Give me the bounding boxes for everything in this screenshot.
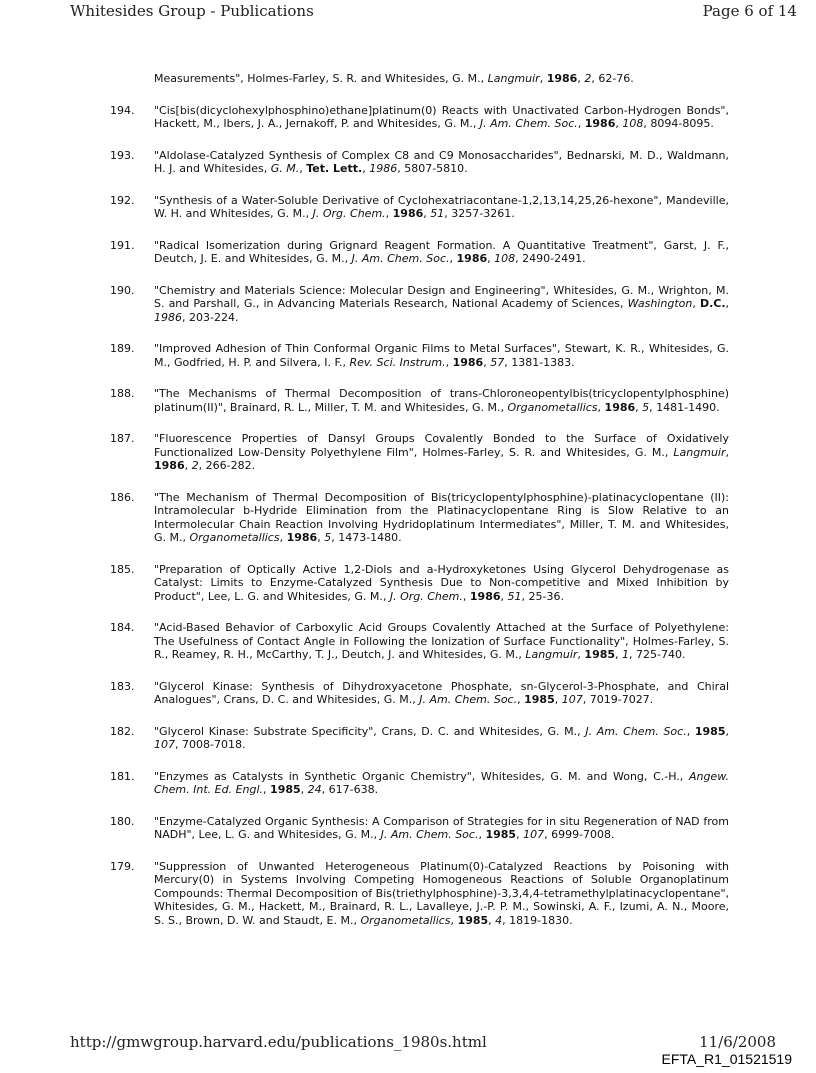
entry-citation: "Suppression of Unwanted Heterogeneous Platinum(0)-Catalyzed Reactions by Poisoning with Mercury(0) in Systems Involving Competing Homogeneous Reactions of Soluble Organoplatinum Compounds: Thermal Decomposition of Bis(triethylphosphine)-3,3,4,4-tetramethylplatinacyclopentane", Whitesides, G. M., Hackett, M., Brainard, R. L., Lavalleye, J.-P. P. M., Sowinski, A. F., Izumi, A. N., Moore, S. S., Brown, D. W. and Staudt, E. M., Organometallics, 1985, 4, 1819-1830. xyxy=(154,859,729,927)
publication-entry xyxy=(110,103,729,131)
document-id: EFTA_R1_01521519 xyxy=(661,1051,792,1067)
entry-citation: "Radical Isomerization during Grignard Reagent Formation. A Quantitative Treatment", Garst, J. F., Deutch, J. E. and Whitesides, G. M., J. Am. Chem. Soc., 1986, 108, 2490-2491. xyxy=(154,238,729,265)
entry-number: 188. xyxy=(110,387,135,400)
entry-number: 184. xyxy=(110,621,135,634)
publication-entry xyxy=(110,283,729,325)
footer-url: http://gmwgroup.harvard.edu/publications_1980s.html xyxy=(70,1033,487,1051)
entry-citation: "Glycerol Kinase: Substrate Specificity", Crans, D. C. and Whitesides, G. M., J. Am. Chem. Soc., 1985, 107, 7008-7018. xyxy=(154,724,729,751)
publication-entry xyxy=(110,621,729,662)
entry-number: 183. xyxy=(110,679,135,693)
entry-number: 187. xyxy=(110,432,135,445)
entry-citation: "Synthesis of a Water-Soluble Derivative of Cyclohexatriacontane-1,2,13,14,25,26-hexone", Mandeville, W. H. and Whitesides, G. M., J. Org. Chem., 1986, 51, 3257-3261. xyxy=(154,193,729,220)
entry-number: 193. xyxy=(110,148,135,162)
entry-citation: "The Mechanisms of Thermal Decomposition of trans-Chloroneopentylbis(tricyclopentylphosphine) platinum(II)", Brainard, R. L., Miller, T. M. and Whitesides, G. M., Organometallics, 1986, 5, 1481-1490. xyxy=(154,387,729,414)
entry-citation: "Preparation of Optically Active 1,2-Diols and a-Hydroxyketones Using Glycerol Dehydrogenase as Catalyst: Limits to Enzyme-Catalyzed Synthesis Due to Non-competitive and Mixed Inhibition by Product", Lee, L. G. and Whitesides, G. M., J. Org. Chem., 1986, 51, 25-36. xyxy=(154,562,729,603)
publication-entry xyxy=(110,490,729,545)
entry-citation: "Acid-Based Behavior of Carboxylic Acid Groups Covalently Attached at the Surface of Polyethylene: The Usefulness of Contact Angle in Following the Ionization of Surface Functionality", Holmes-Farley, S. R., Reamey, R. H., McCarthy, T. J., Deutch, J. and Whitesides, G. M., Langmuir, 1985, 1, 725-740. xyxy=(154,621,729,661)
publication-entry xyxy=(110,148,729,176)
entry-citation: "Cis[bis(dicyclohexylphosphino)ethane]platinum(0) Reacts with Unactivated Carbon-Hydrogen Bonds", Hackett, M., Ibers, J. A., Jernakoff, P. and Whitesides, G. M., J. Am. Chem. Soc., 1986, 108, 8094-8095. xyxy=(154,103,729,130)
footer-date: 11/6/2008 xyxy=(699,1033,776,1051)
entry-number: 181. xyxy=(110,769,135,783)
publication-entry xyxy=(110,432,729,473)
publication-entry xyxy=(110,769,729,797)
publication-entry xyxy=(110,859,729,928)
entry-citation: "Enzyme-Catalyzed Organic Synthesis: A Comparison of Strategies for in situ Regeneration of NAD from NADH", Lee, L. G. and Whitesides, G. M., J. Am. Chem. Soc., 1985, 107, 6999-7008. xyxy=(154,814,729,841)
publication-entry xyxy=(110,562,729,604)
publication-entry xyxy=(110,387,729,414)
entry-number: 194. xyxy=(110,103,135,117)
entry-number: 191. xyxy=(110,238,135,252)
entry-citation: "Aldolase-Catalyzed Synthesis of Complex C8 and C9 Monosaccharides", Bednarski, M. D., Waldmann, H. J. and Whitesides, G. M., Tet. Lett., 1986, 5807-5810. xyxy=(154,148,729,175)
page-header xyxy=(70,2,797,20)
header-title: Whitesides Group - Publications xyxy=(70,2,314,20)
publication-entry xyxy=(110,679,729,707)
publication-list xyxy=(110,72,729,945)
entry-number: 185. xyxy=(110,562,135,576)
publication-entry xyxy=(110,193,729,221)
publication-entry xyxy=(110,814,729,842)
page-number: Page 6 of 14 xyxy=(702,2,797,20)
publication-entry xyxy=(110,724,729,752)
entry-citation: "The Mechanism of Thermal Decomposition of Bis(tricyclopentylphosphine)-platinacyclopentane (II): Intramolecular b-Hydride Elimination from the Platinacyclopentane Ring is Slow Relative to an Intermolecular Chain Reaction Involving Hydridoplatinum Intermediates", Miller, T. M. and Whitesides, G. M., Organometallics, 1986, 5, 1473-1480. xyxy=(154,490,729,544)
entry-citation: "Enzymes as Catalysts in Synthetic Organic Chemistry", Whitesides, G. M. and Wong, C.-H., Angew. Chem. Int. Ed. Engl., 1985, 24, 617-638. xyxy=(154,769,729,796)
entry-number: 180. xyxy=(110,814,135,828)
entry-number: 179. xyxy=(110,859,135,873)
entry-citation: "Improved Adhesion of Thin Conformal Organic Films to Metal Surfaces", Stewart, K. R., Whitesides, G. M., Godfried, H. P. and Silvera, I. F., Rev. Sci. Instrum., 1986, 57, 1381-1383. xyxy=(154,342,729,369)
entry-number: 182. xyxy=(110,724,135,738)
entry-number: 190. xyxy=(110,283,135,297)
entry-number: 189. xyxy=(110,342,135,355)
publication-entry xyxy=(110,342,729,369)
publication-entry xyxy=(110,238,729,266)
entry-citation: "Chemistry and Materials Science: Molecular Design and Engineering", Whitesides, G. M., Wrighton, M. S. and Parshall, G., in Advancing Materials Research, National Academy of Sciences, Washington, D.C., 1986, 203-224. xyxy=(154,283,729,324)
entry-citation: Measurements", Holmes-Farley, S. R. and Whitesides, G. M., Langmuir, 1986, 2, 62-76. xyxy=(154,72,634,85)
entry-number: 192. xyxy=(110,193,135,207)
entry-citation: "Fluorescence Properties of Dansyl Groups Covalently Bonded to the Surface of Oxidatively Functionalized Low-Density Polyethylene Film", Holmes-Farley, S. R. and Whitesides, G. M., Langmuir, 1986, 2, 266-282. xyxy=(154,432,729,472)
publication-entry xyxy=(154,72,729,86)
entry-citation: "Glycerol Kinase: Synthesis of Dihydroxyacetone Phosphate, sn-Glycerol-3-Phosphate, and Chiral Analogues", Crans, D. C. and Whitesides, G. M., J. Am. Chem. Soc., 1985, 107, 7019-7027. xyxy=(154,679,729,706)
entry-number: 186. xyxy=(110,490,135,504)
